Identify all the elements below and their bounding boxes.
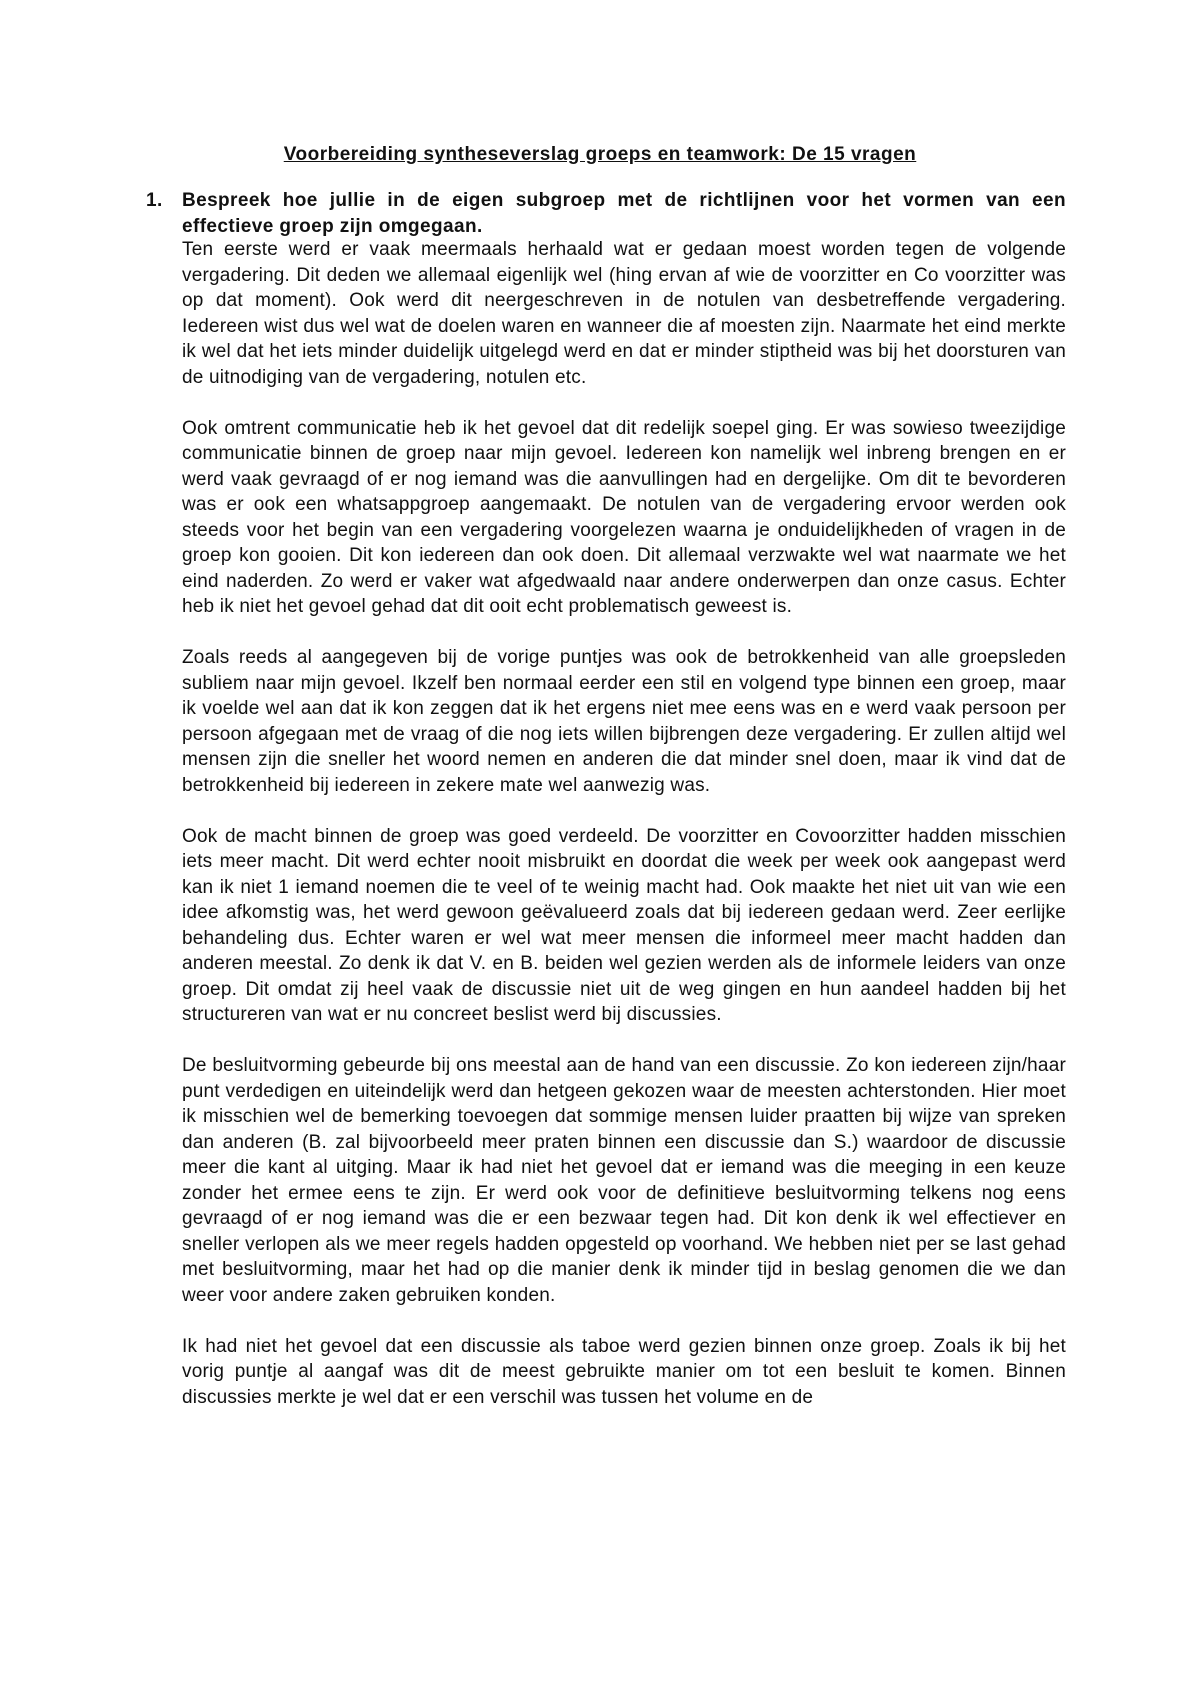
paragraph-discussion: Ik had niet het gevoel dat een discussie als taboe werd gezien binnen onze groep. Zoals ik bij het vorig puntje al aangaf was dit de meest gebruikte manier om tot een besluit te komen. Binnen discussies merkte je wel dat er een verschil was tussen het volume en de [182, 1335, 1066, 1408]
paragraph-communication: Ook omtrent communicatie heb ik het gevoel dat dit redelijk soepel ging. Er was sowieso tweezijdige communicatie binnen de groep naar mijn gevoel. Iedereen kon namelijk wel inbreng brengen en er werd vaak gevraagd of er nog iemand was die aanvullingen had en dergelijke. Om dit te bevorderen was er ook een whatsappgroep aangemaakt. De notulen van de vergadering ervoor werden ook steeds voor het begin van een vergadering voorgelezen waarna je onduidelijkheden of vragen in de groep kon gooien. Dit kon iedereen dan ook doen. Dit allemaal verzwakte wel wat naarmate we het eind naderden. Zo werd er vaker wat afgedwaald naar andere onderwerpen dan onze casus. Echter heb ik niet het gevoel gehad dat dit ooit echt problematisch geweest is. [182, 417, 1066, 617]
question-number: 1. [146, 190, 163, 211]
paragraph-goals: Ten eerste werd er vaak meermaals herhaald wat er gedaan moest worden tegen de volgende vergadering. Dit deden we allemaal eigenlijk wel (hing ervan af wie de voorzitter en Co voorzitter was op dat moment). Ook werd dit neergeschreven in de notulen van desbetreffende vergadering. Iedereen wist dus wel wat de doelen waren en wanneer die af moesten zijn. Naarmate het eind merkte ik wel dat het iets minder duidelijk uitgelegd werd en dat er minder stiptheid was bij het doorsturen van de uitnodiging van de vergadering, notulen etc. [182, 239, 1066, 388]
paragraph-decision-making: De besluitvorming gebeurde bij ons meestal aan de hand van een discussie. Zo kon iedereen zijn/haar punt verdedigen en uiteindelijk werd dan hetgeen gekozen waar de meesten achterstonden. Hier moet ik misschien wel de bemerking toevoegen dat sommige mensen luider praatten bij wijze van spreken dan anderen (B. zal bijvoorbeeld meer praten binnen een discussie dan S.) waardoor de discussie meer die kant al uitging. Maar ik had niet het gevoel dat er iemand was die meeging in een keuze zonder het ermee eens te zijn. Er werd ook voor de definitieve besluitvorming telkens nog eens gevraagd of er nog iemand was die er een bezwaar tegen had. Dit kon denk ik wel effectiever en sneller verlopen als we meer regels hadden opgesteld op voorhand. We hebben niet per se last gehad met besluitvorming, maar het had op die manier denk ik minder tijd in beslag genomen die we dan weer voor andere zaken gebruiken konden. [182, 1055, 1066, 1306]
paragraph-involvement: Zoals reeds al aangegeven bij de vorige puntjes was ook de betrokkenheid van alle groepsleden subliem naar mijn gevoel. Ikzelf ben normaal eerder een stil en volgend type binnen een groep, maar ik voelde wel aan dat ik kon zeggen dat ik het ergens niet mee eens was en e werd vaak persoon per persoon afgegaan met de vraag of die nog iets willen bijbrengen deze vergadering. Er zullen altijd wel mensen zijn die sneller het woord nemen en anderen die dat minder snel doen, maar ik vind dat de betrokkenheid bij iedereen in zekere mate wel aanwezig was. [182, 647, 1066, 796]
question-text: Bespreek hoe jullie in de eigen subgroep met de richtlijnen voor het vormen van een effectieve groep zijn omgegaan. [182, 190, 1066, 237]
paragraph-power: Ook de macht binnen de groep was goed verdeeld. De voorzitter en Covoorzitter hadden misschien iets meer macht. Dit werd echter nooit misbruikt en doordat die week per week ook aangepast werd kan ik niet 1 iemand noemen die te veel of te weinig macht had. Ook maakte het niet uit van wie een idee afkomstig was, het werd gewoon geëvalueerd zoals dat bij iedereen gedaan werd. Zeer eerlijke behandeling dus. Echter waren er wel wat meer mensen die informeel meer macht hadden dan anderen meestal. Zo denk ik dat V. en B. beiden wel gezien werden als de informele leiders van onze groep. Dit omdat zij heel vaak de discussie niet uit de weg gingen en hun aandeel hadden bij het structureren van wat er nu concreet beslist werd bij discussies. [182, 825, 1066, 1025]
document-title: Voorbereiding syntheseverslag groeps en teamwork: De 15 vragen [283, 144, 917, 165]
answer-body [182, 237, 1066, 1410]
question-heading [146, 188, 1066, 239]
